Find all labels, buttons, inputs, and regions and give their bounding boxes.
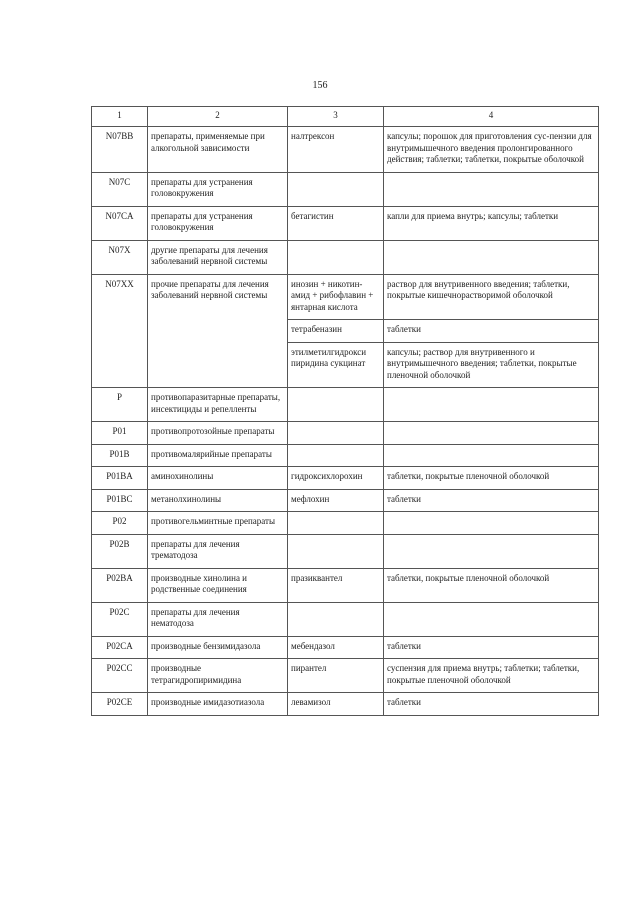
dosage-forms-cell: таблетки — [384, 320, 599, 343]
atc-code-cell: P01 — [92, 422, 148, 445]
column-header-1: 1 — [92, 107, 148, 127]
dosage-forms-cell: таблетки — [384, 693, 599, 716]
atc-code-cell: P02CA — [92, 636, 148, 659]
drug-name-cell — [288, 422, 384, 445]
table-row — [92, 602, 599, 636]
dosage-forms-cell: раствор для внутривенного введения; таблетки, покрытые кишечнорастворимой оболочкой — [384, 274, 599, 320]
dosage-forms-cell: суспензия для приема внутрь; таблетки; таблетки, покрытые пленочной оболочкой — [384, 659, 599, 693]
dosage-forms-cell: капсулы; раствор для внутривенного и внутримышечного введения; таблетки, покрытые пленочной оболочкой — [384, 342, 599, 388]
dosage-forms-cell: капсулы; порошок для приготовления сус-пензии для внутримышечного введения пролонгированного действия; таблетки; таблетки, покрытые оболочкой — [384, 127, 599, 173]
table-row — [92, 206, 599, 240]
table-header-row — [92, 107, 599, 127]
table-row — [92, 172, 599, 206]
table-row — [92, 693, 599, 716]
table-row — [92, 534, 599, 568]
anatomical-group-cell: противогельминтные препараты — [148, 512, 288, 535]
anatomical-group-cell: производные тетрагидропиримидина — [148, 659, 288, 693]
table-row — [92, 659, 599, 693]
dosage-forms-cell — [384, 388, 599, 422]
drug-name-cell: мефлохин — [288, 489, 384, 512]
column-header-4: 4 — [384, 107, 599, 127]
dosage-forms-cell: таблетки — [384, 636, 599, 659]
dosage-forms-cell: капли для приема внутрь; капсулы; таблетки — [384, 206, 599, 240]
anatomical-group-cell: аминохинолины — [148, 467, 288, 490]
drug-name-cell — [288, 512, 384, 535]
drug-name-cell: пирантел — [288, 659, 384, 693]
atc-code-cell: N07C — [92, 172, 148, 206]
dosage-forms-cell — [384, 534, 599, 568]
atc-code-cell: P02CE — [92, 693, 148, 716]
anatomical-group-cell: препараты для лечения нематодоза — [148, 602, 288, 636]
column-header-3: 3 — [288, 107, 384, 127]
drug-name-cell: налтрексон — [288, 127, 384, 173]
table-row — [92, 240, 599, 274]
atc-code-cell: P01BC — [92, 489, 148, 512]
atc-code-cell: P01B — [92, 444, 148, 467]
dosage-forms-cell — [384, 172, 599, 206]
dosage-forms-cell — [384, 444, 599, 467]
atc-code-cell: P02B — [92, 534, 148, 568]
table-row — [92, 422, 599, 445]
anatomical-group-cell: препараты для лечения трематодоза — [148, 534, 288, 568]
table-row — [92, 467, 599, 490]
table-row — [92, 388, 599, 422]
drug-name-cell: гидроксихлорохин — [288, 467, 384, 490]
table-row — [92, 636, 599, 659]
drug-name-cell: этилметилгидрокси пиридина сукцинат — [288, 342, 384, 388]
drug-name-cell — [288, 388, 384, 422]
drug-name-cell: инозин + никотин-амид + рибофлавин + янтарная кислота — [288, 274, 384, 320]
table-row — [92, 568, 599, 602]
anatomical-group-cell: прочие препараты для лечения заболеваний нервной системы — [148, 274, 288, 388]
table-row — [92, 512, 599, 535]
drug-name-cell: левамизол — [288, 693, 384, 716]
anatomical-group-cell: противопротозойные препараты — [148, 422, 288, 445]
atc-code-cell: P02C — [92, 602, 148, 636]
drug-name-cell: тетрабеназин — [288, 320, 384, 343]
dosage-forms-cell: таблетки, покрытые пленочной оболочкой — [384, 467, 599, 490]
atc-code-cell: P02 — [92, 512, 148, 535]
table-row — [92, 444, 599, 467]
atc-code-cell: N07CA — [92, 206, 148, 240]
drug-name-cell — [288, 444, 384, 467]
atc-code-cell: P01BA — [92, 467, 148, 490]
table-row — [92, 274, 599, 320]
drug-name-cell: празиквантел — [288, 568, 384, 602]
atc-code-cell: P02BA — [92, 568, 148, 602]
page-number: 156 — [312, 80, 328, 91]
atc-code-cell: P — [92, 388, 148, 422]
drug-name-cell — [288, 534, 384, 568]
table-body — [92, 127, 599, 716]
anatomical-group-cell: производные бензимидазола — [148, 636, 288, 659]
atc-code-cell: N07XX — [92, 274, 148, 388]
table-row — [92, 489, 599, 512]
dosage-forms-cell — [384, 602, 599, 636]
anatomical-group-cell: противомалярийные препараты — [148, 444, 288, 467]
drug-name-cell: мебендазол — [288, 636, 384, 659]
table-row — [92, 127, 599, 173]
anatomical-group-cell: метанолхинолины — [148, 489, 288, 512]
atc-code-cell: N07BB — [92, 127, 148, 173]
drug-name-cell — [288, 602, 384, 636]
dosage-forms-cell: таблетки, покрытые пленочной оболочкой — [384, 568, 599, 602]
anatomical-group-cell: другие препараты для лечения заболеваний нервной системы — [148, 240, 288, 274]
dosage-forms-cell — [384, 422, 599, 445]
anatomical-group-cell: препараты для устранения головокружения — [148, 172, 288, 206]
column-header-2: 2 — [148, 107, 288, 127]
anatomical-group-cell: противопаразитарные препараты, инсектициды и репелленты — [148, 388, 288, 422]
anatomical-group-cell: производные хинолина и родственные соединения — [148, 568, 288, 602]
dosage-forms-cell: таблетки — [384, 489, 599, 512]
atc-code-cell: P02CC — [92, 659, 148, 693]
anatomical-group-cell: производные имидазотиазола — [148, 693, 288, 716]
dosage-forms-cell — [384, 512, 599, 535]
anatomical-group-cell: препараты для устранения головокружения — [148, 206, 288, 240]
drug-name-cell — [288, 172, 384, 206]
drug-classification-table — [91, 106, 599, 716]
drug-name-cell — [288, 240, 384, 274]
atc-code-cell: N07X — [92, 240, 148, 274]
dosage-forms-cell — [384, 240, 599, 274]
drug-name-cell: бетагистин — [288, 206, 384, 240]
anatomical-group-cell: препараты, применяемые при алкогольной зависимости — [148, 127, 288, 173]
